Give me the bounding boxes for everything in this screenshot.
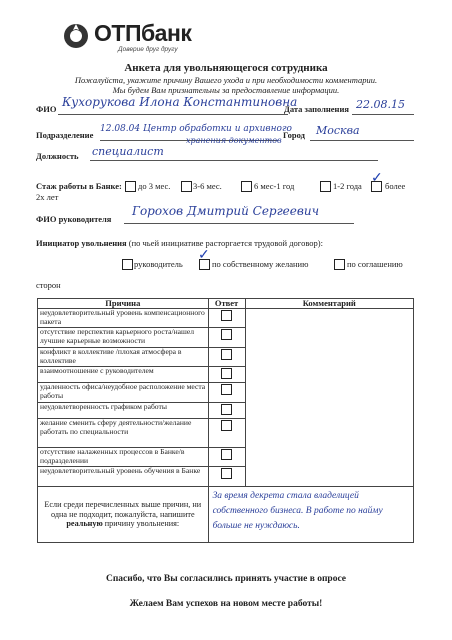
initiator-checkbox-0[interactable] (122, 259, 133, 270)
header-answer: Ответ (208, 299, 245, 309)
subtitle-line-1: Пожалуйста, укажите причину Вашего ухода и при необходимости комментарии. (74, 75, 378, 85)
position-label: Должность (36, 151, 79, 161)
checkmark-icon: ✓ (371, 171, 383, 186)
initiator-option-2-wrap: сторон (36, 280, 61, 290)
reason-checkbox[interactable] (221, 368, 232, 379)
page-title: Анкета для увольняющегося сотрудника (124, 62, 328, 74)
reason-checkbox[interactable] (221, 404, 232, 415)
reason-checkbox[interactable] (221, 468, 232, 479)
stazh-checkbox-0[interactable] (125, 181, 136, 192)
reason-row-label: взаимоотношение с руководителем (38, 367, 209, 383)
reasons-table (37, 298, 414, 543)
header-comment: Комментарий (245, 299, 413, 309)
date-label: Дата заполнения (284, 104, 349, 114)
fio-label: ФИО (36, 104, 57, 114)
stazh-option-3: 1-2 года (333, 181, 362, 191)
stazh-checkbox-1[interactable] (181, 181, 192, 192)
reason-checkbox[interactable] (221, 349, 232, 360)
fio-field[interactable]: Кухорукова Илона Константиновна (62, 95, 298, 109)
checkmark-icon: ✓ (198, 248, 210, 263)
date-field[interactable]: 22.08.15 (356, 98, 405, 111)
city-field[interactable]: Москва (316, 124, 360, 137)
stazh-option-2: 6 мес-1 год (254, 181, 295, 191)
reason-row-label: удаленность офиса/неудобное расположение места работы (38, 383, 209, 403)
other-reason-comment[interactable]: За время декрета стала владелицей собственного бизнеса. В работе по найму больше не нуждаюсь. (212, 491, 383, 531)
reason-checkbox[interactable] (221, 310, 232, 321)
initiator-note: (по чьей инициативе расторгается трудовой договор): (128, 238, 323, 248)
other-reason-label: Если среди перечисленных выше причин, ни одна не подходит, пожалуйста, напишите реальную причину увольнения: (38, 487, 209, 543)
dept-field-cont: хранения документов (186, 136, 282, 145)
comment-cell[interactable] (245, 309, 413, 487)
reason-row-label: неудовлетворенность графиком работы (38, 403, 209, 419)
stazh-option-0: до 3 мес. (138, 181, 171, 191)
initiator-option-1: по собственному желанию (212, 259, 309, 269)
initiator-label: Инициатор увольнения (36, 238, 127, 248)
reason-row-label: отсутствие перспектив карьерного роста/нашел лучшие карьерные возможности (38, 328, 209, 348)
reason-row-label: отсутствие налаженных процессов в Банке/в подразделении (38, 448, 209, 467)
manager-field[interactable]: Горохов Дмитрий Сергеевич (132, 204, 320, 218)
reason-row-label: неудовлетворительный уровень обучения в Банке (38, 467, 209, 487)
stazh-option-1: 3-6 мес. (193, 181, 222, 191)
header-reason: Причина (38, 299, 209, 309)
reason-checkbox[interactable] (221, 420, 232, 431)
dept-field[interactable]: 12.08.04 Центр обработки и архивного (100, 124, 292, 134)
manager-label: ФИО руководителя (36, 214, 112, 224)
otp-logo-icon (62, 22, 90, 50)
dept-label: Подразделение (36, 130, 94, 140)
reason-checkbox[interactable] (221, 329, 232, 340)
stazh-label: Стаж работы в Банке: (36, 181, 122, 191)
initiator-checkbox-2[interactable] (334, 259, 345, 270)
stazh-option-4: более (385, 181, 406, 191)
city-label: Город (283, 130, 305, 140)
reason-row-label: желание сменить сферу деятельности/желание работать по специальности (38, 419, 209, 448)
subtitle-line-2: Мы будем Вам признательны за предоставление информации. (112, 85, 340, 95)
stazh-checkbox-2[interactable] (241, 181, 252, 192)
reason-row-label: конфликт в коллективе /плохая атмосфера в коллективе (38, 348, 209, 367)
initiator-option-2: по соглашению (347, 259, 403, 269)
thanks-text: Спасибо, что Вы согласились принять участие в опросе (105, 574, 347, 584)
stazh-option-4-wrap: 2х лет (36, 192, 59, 202)
position-field[interactable]: специалист (92, 145, 164, 158)
reason-checkbox[interactable] (221, 384, 232, 395)
reason-checkbox[interactable] (221, 449, 232, 460)
brand-name: ОТПбанк (94, 20, 192, 46)
stazh-checkbox-3[interactable] (320, 181, 331, 192)
wish-text: Желаем Вам успехов на новом месте работы! (129, 599, 323, 609)
brand-slogan: Доверие друг другу (118, 46, 178, 53)
initiator-option-0: руководитель (134, 259, 183, 269)
reason-row-label: неудовлетворительный уровень компенсационного пакета (38, 309, 209, 328)
